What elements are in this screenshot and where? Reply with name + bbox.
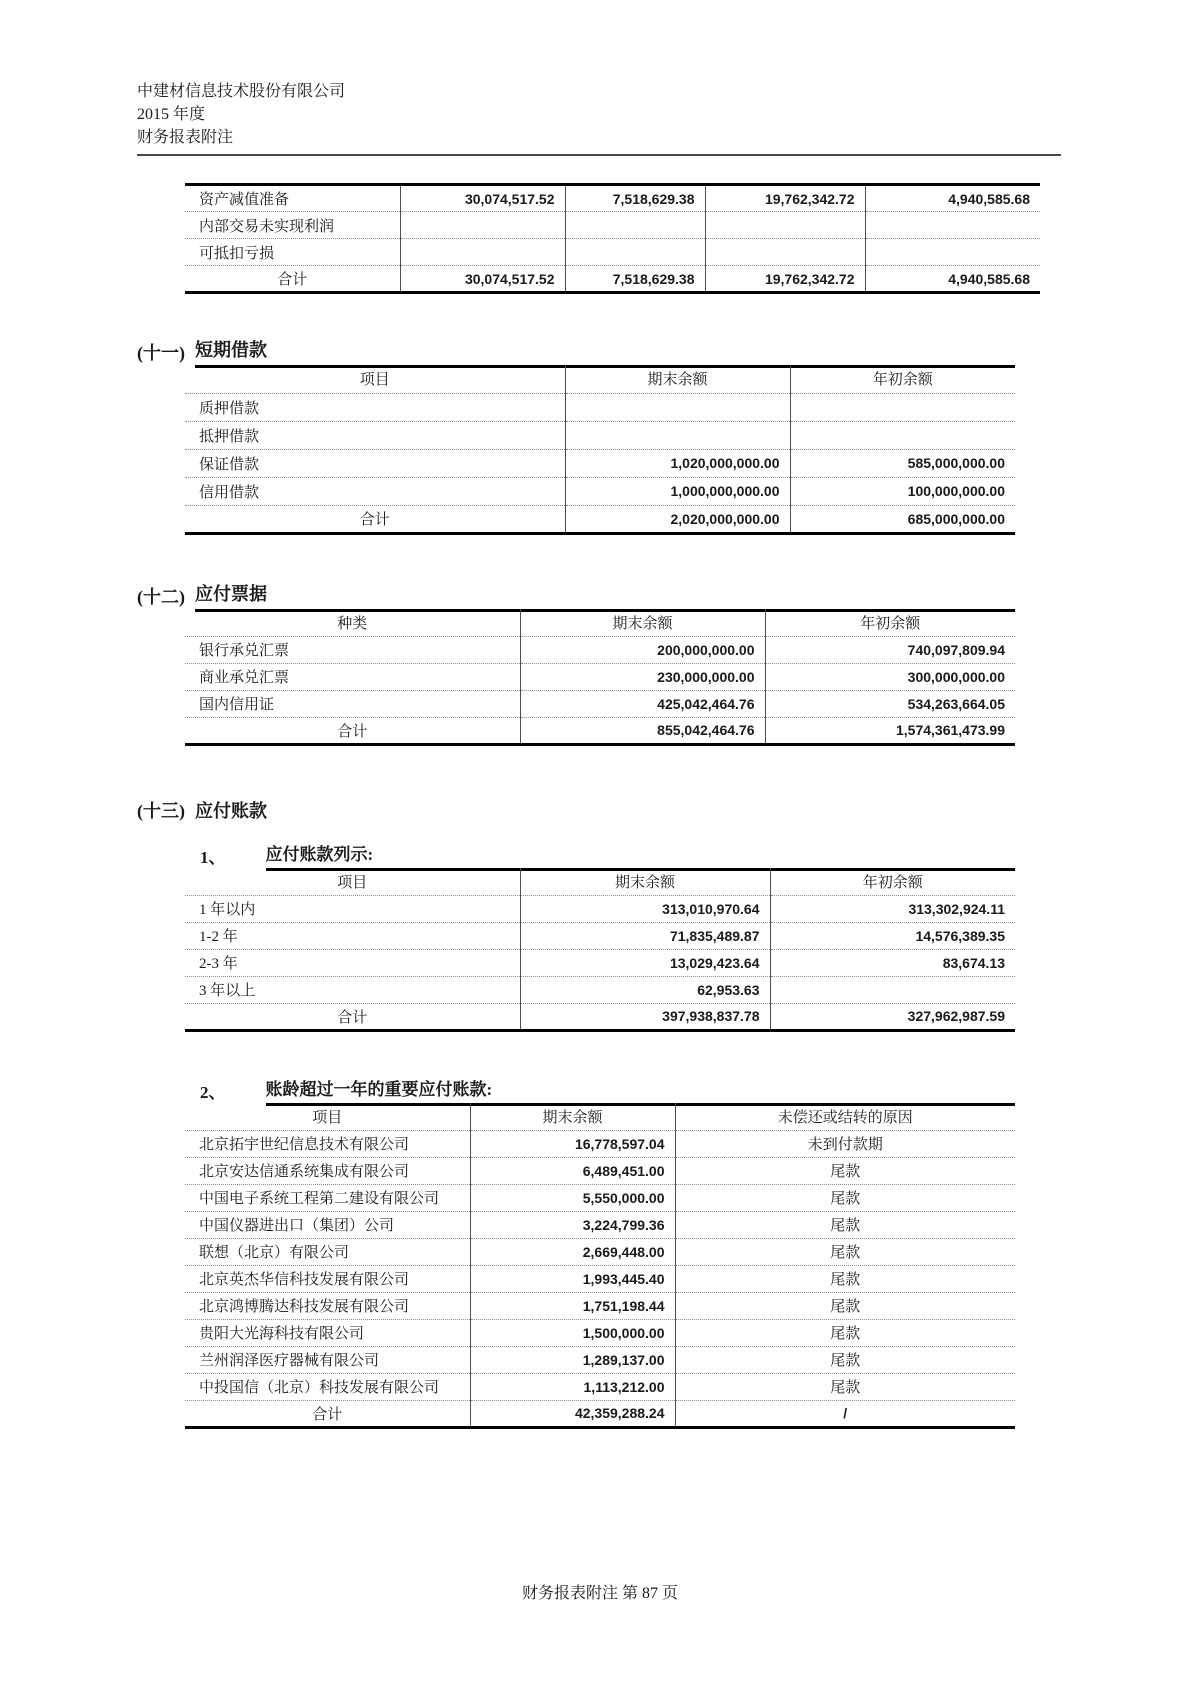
value-cell: 397,938,837.78 xyxy=(520,1003,770,1030)
reason-cell: 尾款 xyxy=(675,1184,1015,1211)
value-cell: 5,550,000.00 xyxy=(470,1184,675,1211)
table-row xyxy=(185,1130,1015,1157)
total-row xyxy=(185,717,1015,744)
table-row xyxy=(185,212,1040,239)
section-heading-accounts-payable xyxy=(137,797,537,826)
subsection-title: 账龄超过一年的重要应付账款: xyxy=(266,1075,1016,1106)
table-row xyxy=(185,895,1015,922)
value-cell: 685,000,000.00 xyxy=(790,505,1015,533)
row-label: 北京安达信通系统集成有限公司 xyxy=(185,1157,470,1184)
section-number: (十一) xyxy=(137,343,185,363)
reason-cell: 尾款 xyxy=(675,1292,1015,1319)
row-label: 质押借款 xyxy=(185,393,565,421)
value-cell: 1,289,137.00 xyxy=(470,1346,675,1373)
table-row xyxy=(185,636,1015,663)
value-cell: 1,020,000,000.00 xyxy=(565,449,790,477)
header-divider xyxy=(137,154,1061,156)
value-cell: 1,751,198.44 xyxy=(470,1292,675,1319)
short-term-loans-table xyxy=(185,365,1015,535)
value-cell: 425,042,464.76 xyxy=(520,690,765,717)
row-label: 抵押借款 xyxy=(185,421,565,449)
table-row xyxy=(185,976,1015,1003)
section-heading-notes-payable xyxy=(137,580,1015,612)
value-cell xyxy=(770,976,1015,1003)
table-row xyxy=(185,185,1040,212)
row-label: 中投国信（北京）科技发展有限公司 xyxy=(185,1373,470,1400)
subsection-title: 应付账款列示: xyxy=(266,840,1016,871)
column-header: 期末余额 xyxy=(565,365,790,393)
value-cell: 13,029,423.64 xyxy=(520,949,770,976)
table-row xyxy=(185,690,1015,717)
row-label: 可抵扣亏损 xyxy=(185,239,400,266)
total-row xyxy=(185,505,1015,533)
value-cell: 3,224,799.36 xyxy=(470,1211,675,1238)
table-row xyxy=(185,1157,1015,1184)
company-name: 中建材信息技术股份有限公司 xyxy=(137,83,346,100)
row-label: 2-3 年 xyxy=(185,949,520,976)
table-row xyxy=(185,922,1015,949)
value-cell: 855,042,464.76 xyxy=(520,717,765,744)
row-label: 北京拓宇世纪信息技术有限公司 xyxy=(185,1130,470,1157)
value-cell xyxy=(790,393,1015,421)
value-cell: 16,778,597.04 xyxy=(470,1130,675,1157)
row-label: 联想（北京）有限公司 xyxy=(185,1238,470,1265)
value-cell: 7,518,629.38 xyxy=(565,266,705,293)
value-cell: 19,762,342.72 xyxy=(705,266,865,293)
row-label: 3 年以上 xyxy=(185,976,520,1003)
column-header: 年初余额 xyxy=(765,609,1015,636)
row-label: 银行承兑汇票 xyxy=(185,636,520,663)
reason-cell: 尾款 xyxy=(675,1211,1015,1238)
row-label: 保证借款 xyxy=(185,449,565,477)
value-cell: 2,669,448.00 xyxy=(470,1238,675,1265)
row-label: 北京英杰华信科技发展有限公司 xyxy=(185,1265,470,1292)
value-cell: 313,302,924.11 xyxy=(770,895,1015,922)
value-cell: 1,574,361,473.99 xyxy=(765,717,1015,744)
column-header: 种类 xyxy=(337,615,368,632)
value-cell xyxy=(705,212,865,239)
table-row xyxy=(185,1211,1015,1238)
table-row xyxy=(185,1238,1015,1265)
value-cell: 534,263,664.05 xyxy=(765,690,1015,717)
reason-cell: / xyxy=(675,1400,1015,1427)
section-title: 应付票据 xyxy=(195,580,1015,612)
value-cell xyxy=(400,239,565,266)
subsection-number: 1、 xyxy=(200,848,226,867)
table-row xyxy=(185,949,1015,976)
value-cell: 71,835,489.87 xyxy=(520,922,770,949)
column-header: 期末余额 xyxy=(470,1103,675,1130)
total-label: 合计 xyxy=(185,266,400,293)
column-header: 期末余额 xyxy=(520,609,765,636)
value-cell: 42,359,288.24 xyxy=(470,1400,675,1427)
value-cell xyxy=(565,393,790,421)
reason-cell: 尾款 xyxy=(675,1373,1015,1400)
table-row xyxy=(185,1346,1015,1373)
value-cell: 200,000,000.00 xyxy=(520,636,765,663)
notes-payable-table xyxy=(185,609,1015,746)
reason-cell: 尾款 xyxy=(675,1265,1015,1292)
value-cell: 19,762,342.72 xyxy=(705,185,865,212)
row-label: 兰州润泽医疗器械有限公司 xyxy=(185,1346,470,1373)
page-footer: 财务报表附注 第 87 页 xyxy=(521,1585,678,1602)
section-title: 短期借款 xyxy=(195,336,1015,368)
document-header xyxy=(137,80,345,149)
header-row xyxy=(185,1103,1015,1130)
value-cell: 327,962,987.59 xyxy=(770,1003,1015,1030)
column-header: 年初余额 xyxy=(770,868,1015,895)
deferred-tax-carryover-table xyxy=(185,183,1040,294)
table-row xyxy=(185,663,1015,690)
row-label: 贵阳大光海科技有限公司 xyxy=(185,1319,470,1346)
report-year: 2015 年度 xyxy=(137,106,206,123)
value-cell: 4,940,585.68 xyxy=(865,185,1040,212)
value-cell xyxy=(865,239,1040,266)
reason-cell: 尾款 xyxy=(675,1319,1015,1346)
doc-title: 财务报表附注 xyxy=(137,129,234,146)
value-cell xyxy=(565,212,705,239)
value-cell: 30,074,517.52 xyxy=(400,185,565,212)
table-row xyxy=(185,393,1015,421)
header-row xyxy=(185,609,1015,636)
value-cell: 300,000,000.00 xyxy=(765,663,1015,690)
column-header: 项目 xyxy=(337,874,368,891)
table-row xyxy=(185,1292,1015,1319)
subsection-heading-ap-over-one-year xyxy=(200,1075,1015,1106)
value-cell: 313,010,970.64 xyxy=(520,895,770,922)
value-cell: 1,993,445.40 xyxy=(470,1265,675,1292)
table-row xyxy=(185,1373,1015,1400)
column-header: 年初余额 xyxy=(790,365,1015,393)
reason-cell: 未到付款期 xyxy=(675,1130,1015,1157)
value-cell xyxy=(400,212,565,239)
section-number: (十二) xyxy=(137,587,185,607)
reason-cell: 尾款 xyxy=(675,1157,1015,1184)
row-label: 1 年以内 xyxy=(185,895,520,922)
value-cell xyxy=(865,212,1040,239)
header-row xyxy=(185,365,1015,393)
row-label: 资产减值准备 xyxy=(199,192,290,208)
value-cell: 100,000,000.00 xyxy=(790,477,1015,505)
important-accounts-payable-table xyxy=(185,1103,1015,1429)
table-row xyxy=(185,477,1015,505)
table-row xyxy=(185,449,1015,477)
value-cell xyxy=(790,421,1015,449)
value-cell: 7,518,629.38 xyxy=(565,185,705,212)
value-cell xyxy=(705,239,865,266)
table-row xyxy=(185,1319,1015,1346)
total-row xyxy=(185,1003,1015,1030)
table-row xyxy=(185,421,1015,449)
value-cell: 230,000,000.00 xyxy=(520,663,765,690)
value-cell: 740,097,809.94 xyxy=(765,636,1015,663)
total-label: 合计 xyxy=(185,717,520,744)
total-row xyxy=(185,1400,1015,1427)
row-label: 中国电子系统工程第二建设有限公司 xyxy=(185,1184,470,1211)
value-cell: 14,576,389.35 xyxy=(770,922,1015,949)
column-header: 未偿还或结转的原因 xyxy=(675,1103,1015,1130)
table-row xyxy=(185,1265,1015,1292)
value-cell xyxy=(565,421,790,449)
section-heading-short-term-loans xyxy=(137,336,1015,368)
value-cell: 62,953.63 xyxy=(520,976,770,1003)
table-row xyxy=(185,239,1040,266)
total-label: 合计 xyxy=(185,1003,520,1030)
row-label: 信用借款 xyxy=(185,477,565,505)
row-label: 中国仪器进出口（集团）公司 xyxy=(185,1211,470,1238)
value-cell: 4,940,585.68 xyxy=(865,266,1040,293)
subsection-heading-ap-listing xyxy=(200,840,1015,871)
value-cell: 1,500,000.00 xyxy=(470,1319,675,1346)
total-label: 合计 xyxy=(185,1400,470,1427)
subsection-number: 2、 xyxy=(200,1083,226,1102)
section-number: (十三) xyxy=(137,801,185,821)
value-cell: 2,020,000,000.00 xyxy=(565,505,790,533)
reason-cell: 尾款 xyxy=(675,1238,1015,1265)
column-header: 项目 xyxy=(312,1109,343,1126)
column-header: 项目 xyxy=(359,372,390,389)
row-label: 1-2 年 xyxy=(185,922,520,949)
value-cell: 1,000,000,000.00 xyxy=(565,477,790,505)
row-label: 商业承兑汇票 xyxy=(185,663,520,690)
row-label: 内部交易未实现利润 xyxy=(185,212,400,239)
header-row xyxy=(185,868,1015,895)
column-header: 期末余额 xyxy=(520,868,770,895)
value-cell: 30,074,517.52 xyxy=(400,266,565,293)
reason-cell: 尾款 xyxy=(675,1346,1015,1373)
total-label: 合计 xyxy=(185,505,565,533)
table-row xyxy=(185,1184,1015,1211)
value-cell: 6,489,451.00 xyxy=(470,1157,675,1184)
row-label: 国内信用证 xyxy=(185,690,520,717)
total-row xyxy=(185,266,1040,293)
value-cell: 83,674.13 xyxy=(770,949,1015,976)
value-cell: 1,113,212.00 xyxy=(470,1373,675,1400)
row-label: 北京鸿博腾达科技发展有限公司 xyxy=(185,1292,470,1319)
value-cell: 585,000,000.00 xyxy=(790,449,1015,477)
section-title: 应付账款 xyxy=(195,801,267,821)
value-cell xyxy=(565,239,705,266)
accounts-payable-aging-table xyxy=(185,868,1015,1032)
